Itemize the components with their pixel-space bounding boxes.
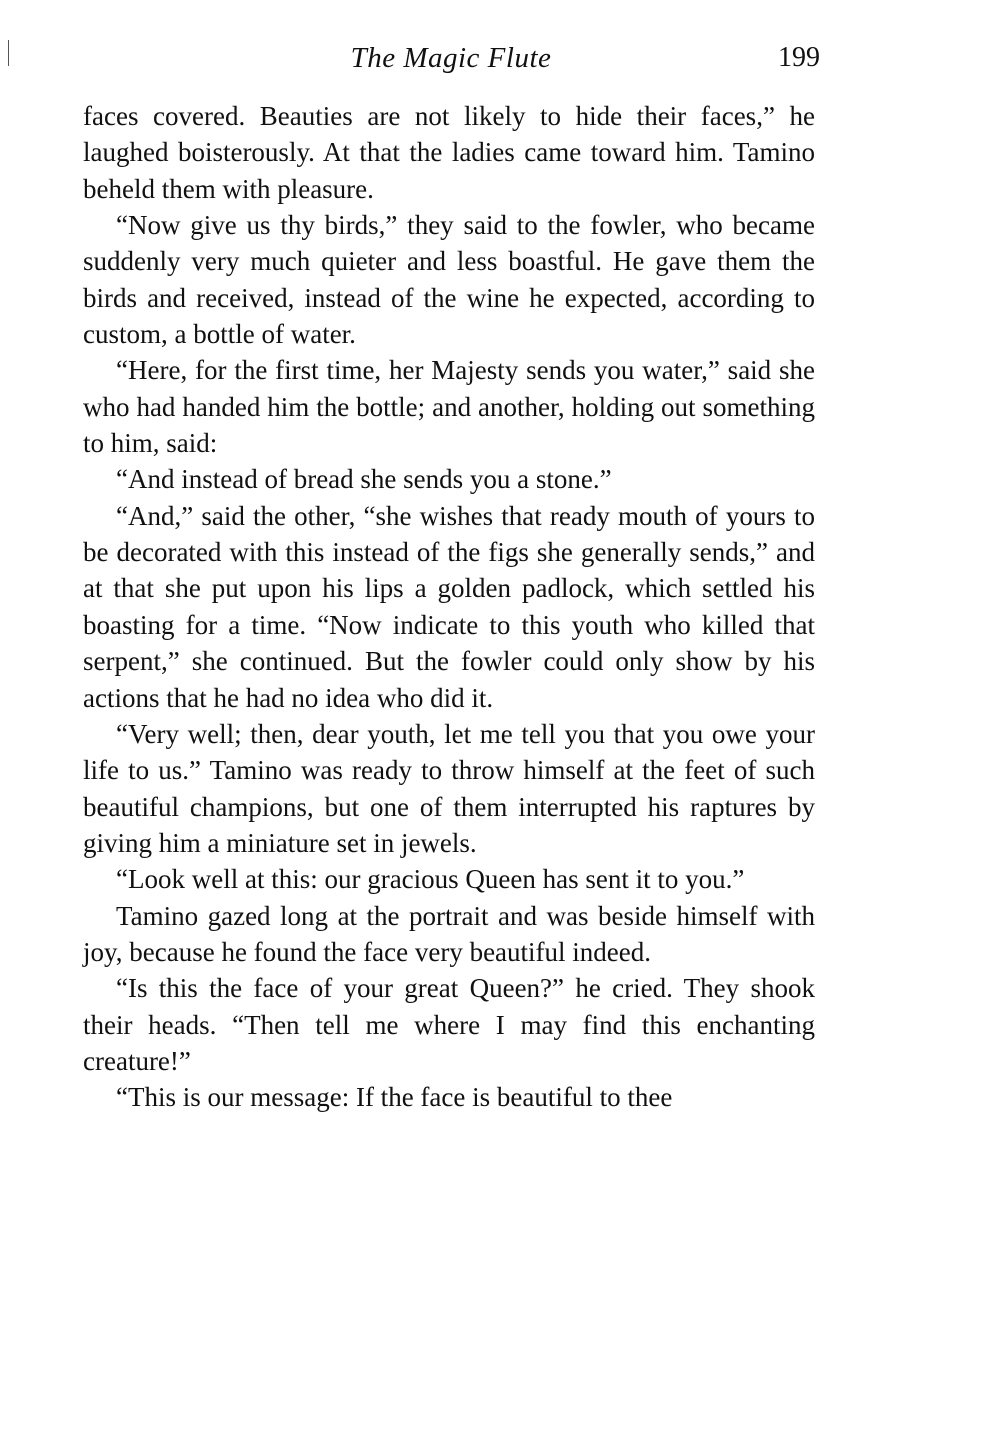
paragraph-2: “Now give us thy birds,” they said to the fowler, who became suddenly very much quieter and less boastful. He gave them the birds and received, instead of the wine he expected, according to custom, a bottle of water. xyxy=(83,210,815,350)
running-head xyxy=(82,38,820,78)
paragraph-1: faces covered. Beauties are not likely to hide their faces,” he laughed boisterously. At that the ladies came toward him. Tamino beheld them with pleasure. xyxy=(83,101,815,204)
paragraph-8: Tamino gazed long at the portrait and was beside himself with joy, because he found the face very beautiful indeed. xyxy=(83,900,815,967)
body-text xyxy=(83,98,815,1116)
paragraph-5: “And,” said the other, “she wishes that ready mouth of yours to be decorated with this instead of the figs she generally sends,” and at that she put upon his lips a golden padlock, which settled his boasting for a time. “Now indicate to this youth who killed that serpent,” she continued. But the fowler could only show by his actions that he had no idea who did it. xyxy=(83,500,815,713)
margin-mark xyxy=(8,40,9,66)
paragraph-3: “Here, for the first time, her Majesty sends you water,” said she who had handed him the bottle; and another, holding out something to him, said: xyxy=(83,355,815,459)
paragraph-7: “Look well at this: our gracious Queen has sent it to you.” xyxy=(116,864,745,895)
paragraph-4: “And instead of bread she sends you a stone.” xyxy=(116,464,612,495)
running-title: The Magic Flute xyxy=(350,42,552,74)
page-number: 199 xyxy=(778,42,820,73)
paragraph-9: “Is this the face of your great Queen?” he cried. They shook their heads. “Then tell me where I may find this enchanting creature!” xyxy=(83,973,815,1076)
paragraph-10: “This is our message: If the face is beautiful to thee xyxy=(116,1082,673,1113)
paragraph-6: “Very well; then, dear youth, let me tell you that you owe your life to us.” Tamino was ready to throw himself at the feet of such beautiful champions, but one of them interrupted his raptures by giving him a miniature set in jewels. xyxy=(83,718,815,858)
